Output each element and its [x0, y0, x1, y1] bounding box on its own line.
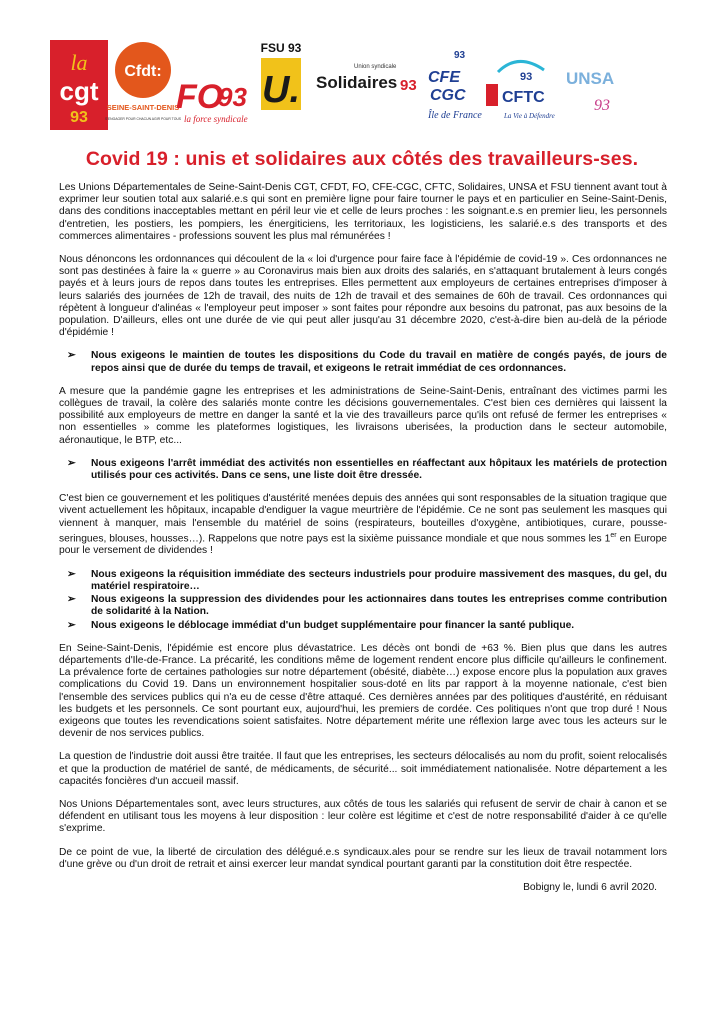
cfecgc-logo-name-top: CFE [428, 69, 460, 86]
demand-text: Nous exigeons le maintien de toutes les dispositions du Code du travail en matière de congés payés, de jours de repos ainsi que de durée du temps de travail, et exigeons le retrait immédiat de ces ordonnances. [91, 350, 667, 374]
paragraph-industry: La question de l'industrie doit aussi être traitée. Il faut que les entreprises, les secteurs délocalisés au nom du profit, soient relocalisés et que la production de matériel de santé, de médicaments, de sécurité... soit immédiatement nationalisée. Notre département a les capacités foncières d'un accueil massif. [59, 751, 667, 787]
cfdt-logo-tagline: S'ENGAGER POUR CHACUN AGIR POUR TOUS [104, 117, 182, 121]
fo-logo-name: FO [176, 78, 224, 116]
arrow-bullet-icon: ➢ [67, 457, 76, 469]
demand-item [59, 458, 667, 482]
demands-list-3 [59, 569, 667, 632]
unsa-logo-number: 93 [594, 97, 610, 114]
demand-text: Nous exigeons la suppression des dividendes pour les actionnaires dans toutes les entreprises comme contribution de solidarité à la Nation. [91, 594, 667, 618]
paragraph-seine-saint-denis: En Seine-Saint-Denis, l'épidémie est encore plus dévastatrice. Les décès ont bondi de +63 %. Bien plus que dans les autres départements d'Ile-de-France. La précarité, les conditions même de logement rendent encore plus difficile qu'ailleurs le confinement. La prévalence forte de certaines pathologies sur notre département (obésité, diabète…) expose encore plus la population aux graves complications du Covid 19. Dans un environnement hospitalier sous-doté en lits par rapport à la moyenne nationale, c'est bien l'ensemble des services publics qui n'a eu de cesse d'être attaqué. Ces dernières années par des politiques d'austérité, en réduisant les budgets et les personnels. Ce sont pourtant eux, aujourd'hui, les premiers de cordée. Ces politiques n'ont que trop duré ! Nous exigeons que toutes les revendications soient satisfaites. Notre département mérite une réflexion large avec tous les acteurs sur le devenir de nos services publics. [59, 642, 667, 740]
fsu-logo-name: FSU 93 [260, 41, 302, 55]
paragraph-government-text: C'est bien ce gouvernement et les politiques d'austérité menées depuis des années qui sont responsables de la situation tragique que vivent actuellement les hôpitaux, incapable d'endiguer la vague meurtrière de l'épidémie. Ce ne sont pas seulement les masques qui viennent à manquer, mais l'ensemble du matériel de soins (respirateurs, bouteilles d'oxygène, antibiotiques, curare, pousse-seringues, blouses, housses…). Rappelons que notre pays est la sixième puissance mondiale et que nous sommes les 1 [59, 493, 667, 545]
fo-logo [174, 72, 252, 132]
fo-logo-number: 93 [218, 82, 247, 112]
cfdt-logo [104, 40, 182, 130]
paragraph-government-end: en Europe pour le versement de dividendes ! [59, 533, 667, 557]
fo-logo-tagline: la force syndicale [184, 114, 248, 124]
cgt-logo-name: cgt [59, 76, 99, 106]
solidaires-logo-name: Solidaires [316, 73, 398, 92]
arrow-bullet-icon: ➢ [67, 594, 76, 606]
paragraph-ordonnances: Nous dénoncons les ordonnances qui découlent de la « loi d'urgence pour faire face à l'épidémie de covid-19 ». Ces ordonnances ne sont pas destinées à faire la « guerre » au Coronavirus mais bien aux droits des salariés, en s'attaquant brutalement à leurs congés payés et à leurs jours de repos dans toutes les entreprises. Elles permettent aux employeurs de certaines entreprises d'imposer à leurs salariés des journées de 12h de travail, des nuits de 12h de travail et des semaines de 60h de travail. Ces ordonnances qui répètent à longueur d'alinéas « l'employeur peut imposer » sont faites pour répondre aux besoins du patronat, pas aux besoins de la population. D'ailleurs, elles ont une durée de vie qui peut aller jusqu'au 31 décembre 2020, c'est-à-dire bien au-delà de la période d'épidémie ! [59, 254, 667, 339]
cgt-logo-top: la [70, 50, 88, 75]
solidaires-logo-number: 93 [400, 77, 417, 94]
arrow-bullet-icon: ➢ [67, 568, 76, 580]
demand-item [59, 569, 667, 593]
demand-item [59, 594, 667, 618]
cfecgc-logo-tagline: Île de France [428, 110, 482, 121]
cfecgc-logo-number: 93 [454, 50, 466, 61]
cgt-logo [50, 40, 108, 130]
cfdt-logo-name: Cfdt: [124, 63, 162, 80]
page-title: Covid 19 : unis et solidaires aux côtés des travailleurs-ses. [85, 148, 639, 170]
demands-list-1 [59, 350, 667, 374]
arrow-bullet-icon: ➢ [67, 350, 76, 362]
signature-date: Bobigny le, lundi 6 avril 2020. [523, 881, 657, 893]
paragraph-intro: Les Unions Départementales de Seine-Saint-Denis CGT, CFDT, FO, CFE-CGC, CFTC, Solidaires, UNSA et FSU tiennent avant tout à exprimer leur soutien total aux salarié.e.s qui sont en première ligne pour faire tourner le pays et en particulier en Seine-Saint-Denis, dans des conditions inacceptables mettant en péril leur vie et celle de leurs proches : les soignant.e.s en premier lieu, les personnels d'entretien, les postiers, les pompiers, les énergiticiens, les territoriaux, les logisticiens, les salarié.e.s des transports et des commerces alimentaires - professions souvent les plus mal rémunérées ! [59, 182, 667, 242]
document-body [59, 182, 667, 894]
unsa-logo [562, 52, 622, 124]
demand-text: Nous exigeons le déblocage immédiat d'un budget supplémentaire pour financer la santé publique. [91, 619, 575, 631]
cfecgc-logo [420, 48, 482, 134]
cftc-logo-tagline: La Vie à Défendre [504, 112, 555, 120]
demand-item [59, 350, 667, 374]
fsu-logo-mark: U. [262, 69, 300, 111]
cftc-logo-number: 93 [520, 71, 533, 83]
paragraph-pandemic: A mesure que la pandémie gagne les entreprises et les administrations de Seine-Saint-Denis, entraînant des victimes parmi les collègues de travail, la colère des salariés monte contre les décisions gouvernementales. C'est bien ces dernières qui laissent la possibilité aux employeurs de mettre en danger la santé et la vie des travailleurs parce qu'ils ont refusé de fermer les entreprises « non essentielles » comme les plateformes logistiques, les livraisons uberisées, la production dans le secteur automobile, aéronautique, le BTP, etc... [59, 385, 667, 446]
cftc-logo [478, 50, 556, 134]
union-logos-banner [50, 38, 680, 136]
fsu-logo [258, 38, 304, 130]
paragraph-unions: Nos Unions Départementales sont, avec leurs structures, aux côtés de tous les salariés qui refusent de servir de chair à canon et se défendent en utilisant tous les moyens à leur disposition : leur colère est légitime et c'est de notre responsabilité d'aider à ce qu'elle s'exprime. [59, 798, 667, 835]
ordinal-superscript: er [610, 531, 617, 539]
demands-list-2 [59, 458, 667, 482]
demand-item [59, 620, 667, 632]
cgt-logo-number: 93 [70, 109, 88, 126]
cfecgc-logo-name-bottom: CGC [430, 87, 466, 104]
paragraph-government [59, 493, 667, 557]
demand-text: Nous exigeons l'arrêt immédiat des activités non essentielles en réaffectant aux hôpitaux les matériels de protection utilisés pour ces activités. Dans ce sens, une liste doit être dressée. [91, 457, 667, 482]
cftc-logo-name: CFTC [502, 89, 545, 106]
solidaires-logo [314, 48, 420, 118]
cftc-logo-mark [486, 84, 498, 106]
solidaires-logo-top: Union syndicale [354, 64, 397, 70]
cfdt-logo-sub: SEINE-SAINT-DENIS [106, 103, 180, 112]
unsa-logo-name: UNSA [566, 69, 615, 88]
paragraph-freedom: De ce point de vue, la liberté de circulation des délégué.e.s syndicaux.ales pour se rendre sur les lieux de travail notamment lors d'une grève ou d'un droit de retrait et ainsi exercer leur mandat syndical pourtant garanti par la constitution doit être respectée. [59, 846, 667, 870]
demand-text: Nous exigeons la réquisition immédiate des secteurs industriels pour produire massivement des masques, du gel, du matériel respiratoire… [91, 568, 667, 592]
arrow-bullet-icon: ➢ [67, 619, 76, 631]
